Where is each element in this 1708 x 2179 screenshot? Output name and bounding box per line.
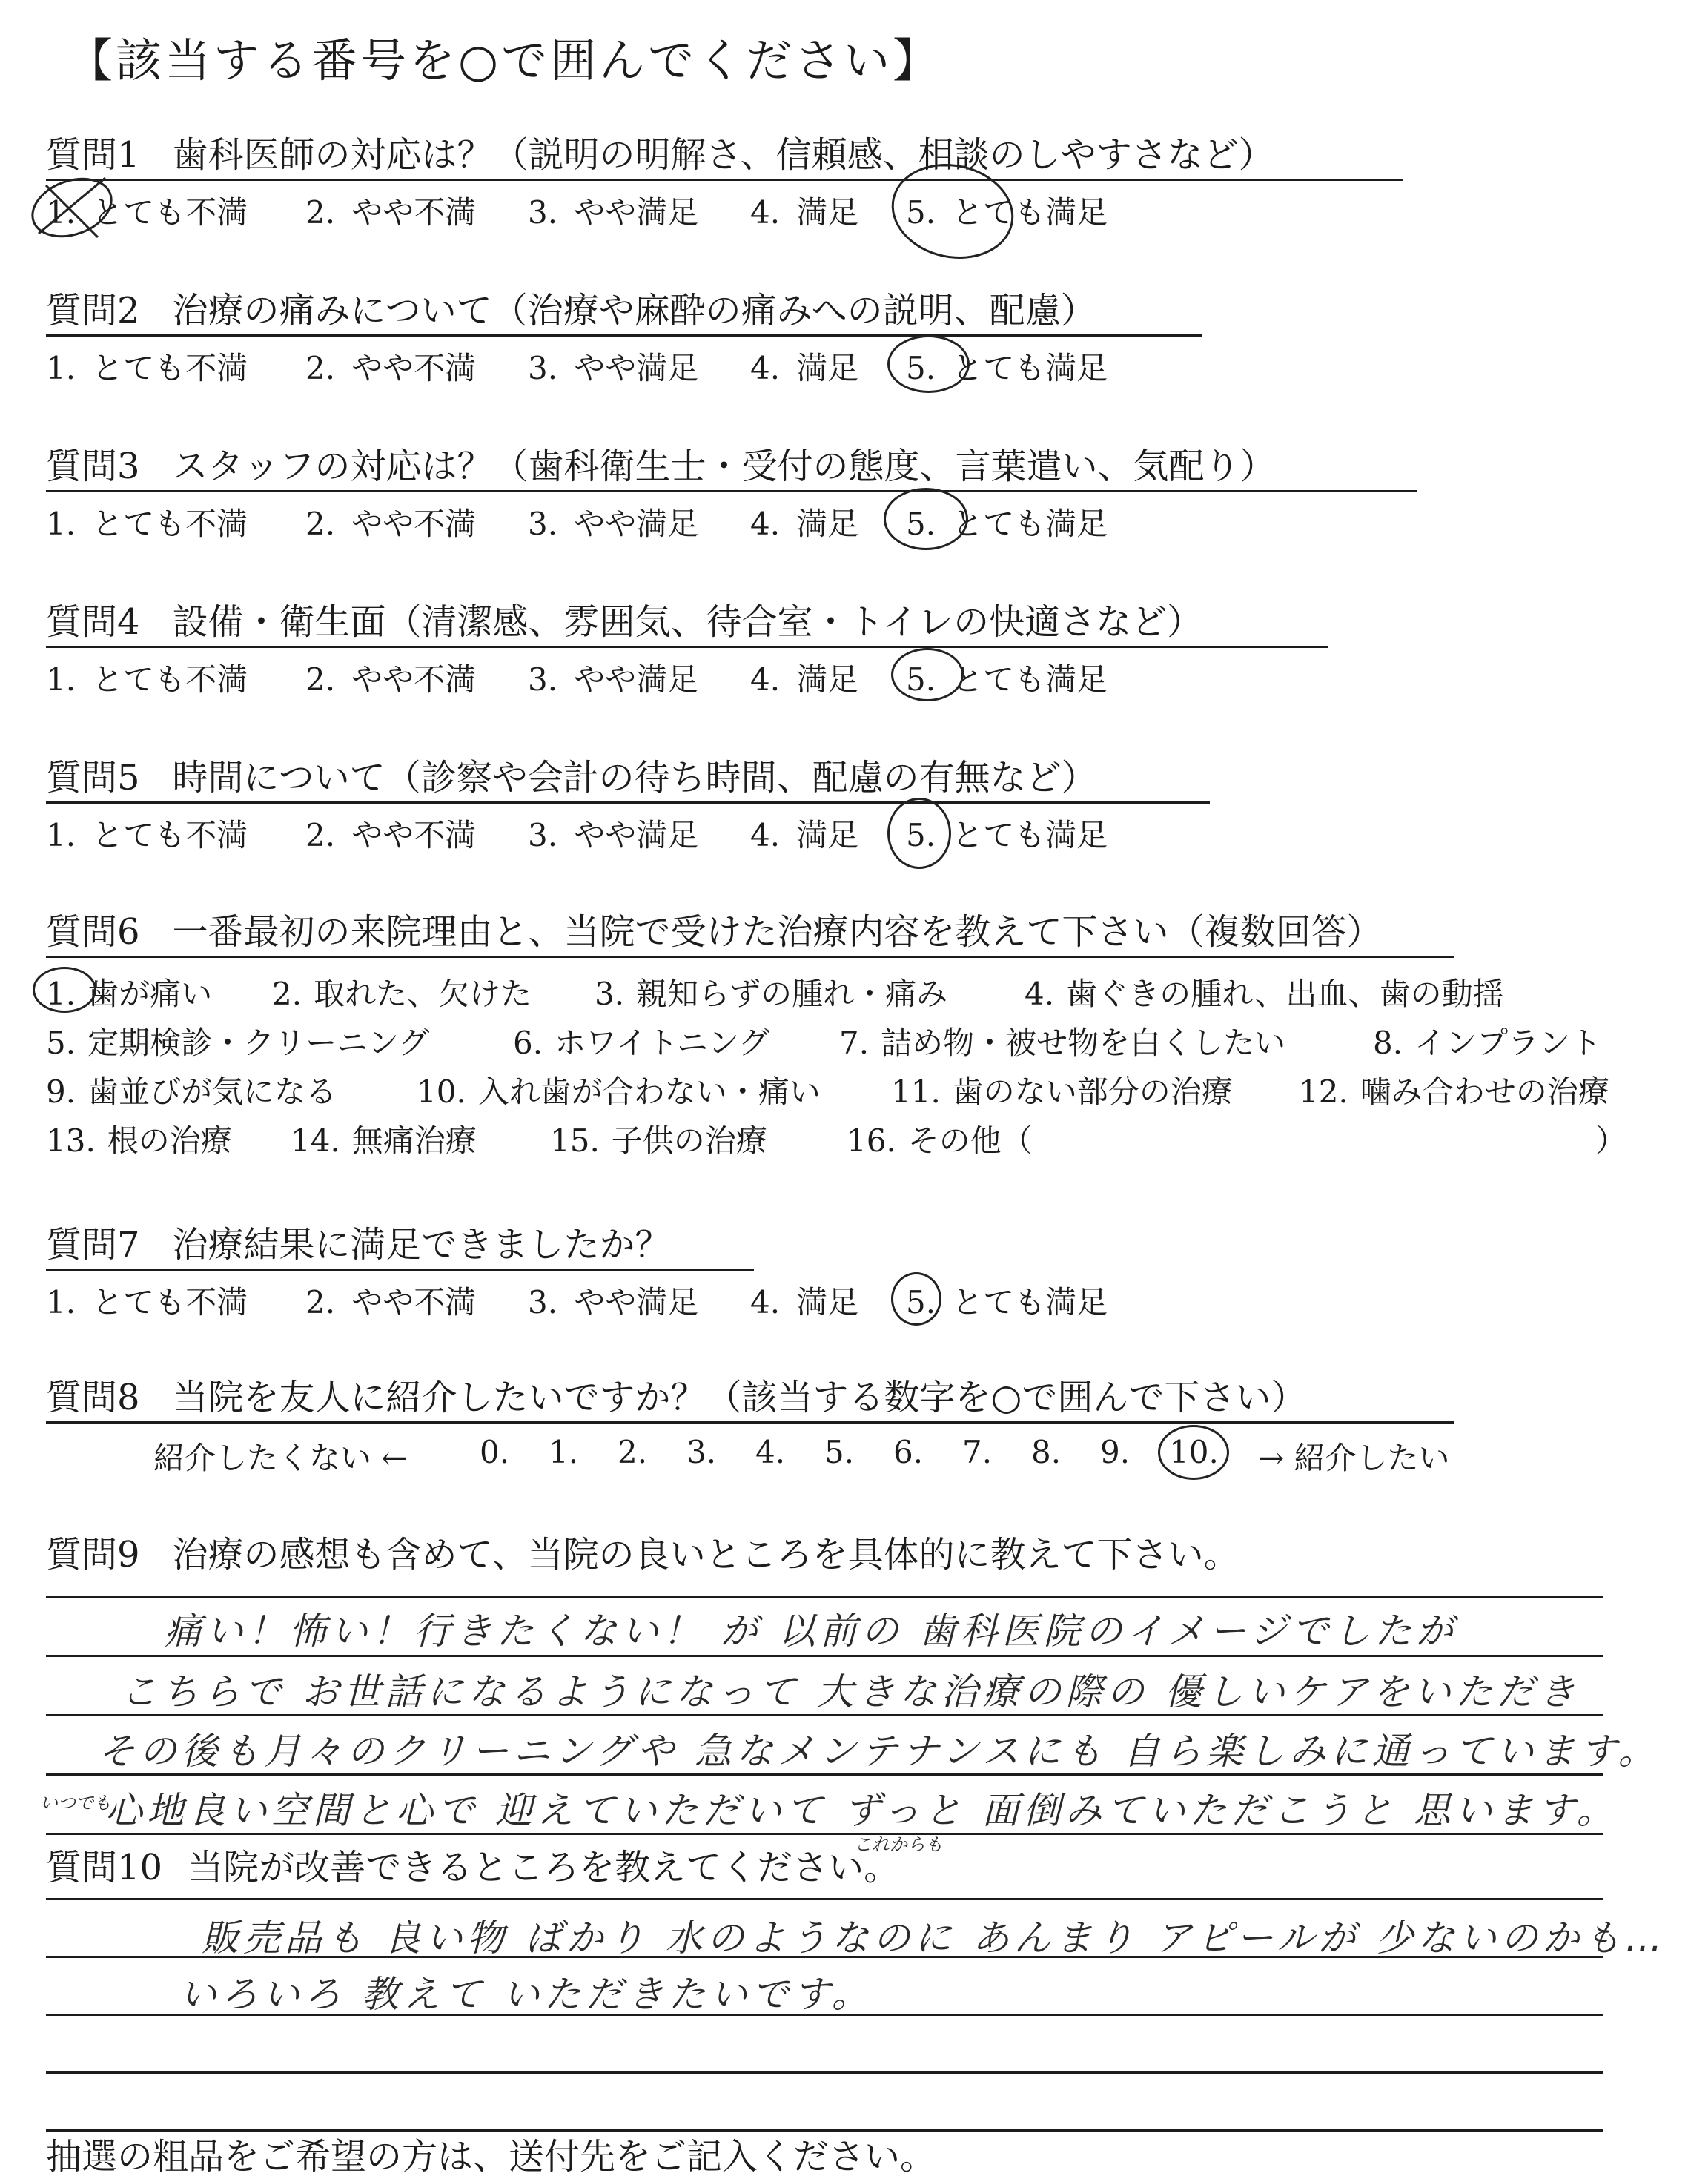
q6-item-3[interactable]: 3. 親知らずの腫れ・痛み <box>595 976 948 1012</box>
question-2-number: 質問2 <box>46 290 140 331</box>
q6-row-2 <box>46 1014 1662 1063</box>
q6-item-14[interactable]: 14. 無痛治療 <box>291 1122 477 1159</box>
question-9 <box>40 1526 1662 1855</box>
q9-answer-area[interactable] <box>40 1581 1662 1855</box>
q6-item-6[interactable]: 6. ホワイトニング <box>513 1025 770 1061</box>
q8-scale <box>46 1429 1662 1478</box>
question-4-underline <box>46 646 1328 648</box>
q6-item-7[interactable]: 7. 詰め物・被せ物を白くしたい <box>839 1025 1286 1061</box>
q3-option-4[interactable]: 4. 満足 <box>750 506 859 542</box>
question-7-number: 質問7 <box>46 1224 140 1266</box>
question-1-options <box>46 185 1662 230</box>
q2-option-3[interactable]: 3. やや満足 <box>528 350 699 386</box>
q1-option-1[interactable]: 1. とても不満 <box>46 194 248 231</box>
q6-item-13[interactable]: 13. 根の治療 <box>46 1122 232 1159</box>
q6-item-15[interactable]: 15. 子供の治療 <box>550 1122 767 1159</box>
q9-answer-line-3: その後も月々のクリーニングや 急なメンテナンスにも 自ら楽しみに通っています。 <box>98 1730 1660 1773</box>
question-9-header <box>46 1526 1662 1581</box>
question-2 <box>46 282 1662 386</box>
q6-item-11[interactable]: 11. 歯のない部分の治療 <box>891 1074 1233 1110</box>
q8-option-10[interactable]: 10. <box>1169 1434 1219 1470</box>
q1-option-2[interactable]: 2. やや不満 <box>305 194 477 231</box>
q2-option-4[interactable]: 4. 満足 <box>750 350 859 386</box>
question-3-text: スタッフの対応は？（歯科衛生士・受付の態度、言葉遣い、気配り） <box>172 446 1276 487</box>
q6-item-10[interactable]: 10. 入れ歯が合わない・痛い <box>417 1074 821 1110</box>
q9-insert-note: これからも <box>854 1834 943 1855</box>
question-6-header <box>46 903 1662 958</box>
question-5-text: 時間について（診察や会計の待ち時間、配慮の有無など） <box>172 757 1097 798</box>
q9-line-1 <box>46 1596 1603 1598</box>
question-6-text: 一番最初の来院理由と、当院で受けた治療内容を教えて下さい（複数回答） <box>172 911 1383 953</box>
q3-option-1[interactable]: 1. とても不満 <box>46 506 248 542</box>
question-6-number: 質問6 <box>46 911 140 953</box>
q8-option-6[interactable]: 6. <box>893 1434 924 1470</box>
question-6-underline <box>46 956 1454 958</box>
q6-item-9[interactable]: 9. 歯並びが気になる <box>46 1074 337 1110</box>
question-5-number: 質問5 <box>46 757 140 798</box>
question-7-options <box>46 1275 1662 1320</box>
question-8-number: 質問8 <box>46 1377 140 1418</box>
q4-option-5[interactable]: 5. とても満足 <box>906 661 1108 698</box>
question-8 <box>46 1369 1662 1478</box>
question-3 <box>46 437 1662 541</box>
question-7-text: 治療結果に満足できましたか？ <box>172 1224 671 1266</box>
footer-note: 抽選の粗品をご希望の方は、送付先をご記入ください。 <box>46 2136 936 2178</box>
page-title: 【該当する番号を○で囲んでください】 <box>67 33 942 87</box>
q6-item-1[interactable]: 1. 歯が痛い <box>46 976 213 1012</box>
question-3-options <box>46 497 1662 541</box>
q6-row-1 <box>46 965 1662 1014</box>
q8-option-5[interactable]: 5. <box>824 1434 855 1470</box>
q8-right-label: → 紹介したい <box>1258 1440 1450 1476</box>
question-2-options <box>46 341 1662 386</box>
q8-option-1[interactable]: 1. <box>549 1434 579 1470</box>
q6-item-8[interactable]: 8. インプラント <box>1373 1025 1602 1061</box>
question-6 <box>46 903 1662 1161</box>
question-10 <box>46 1839 1667 2146</box>
q10-line-4 <box>46 2071 1603 2074</box>
q6-other-close: ） <box>1595 1122 1627 1159</box>
question-1 <box>46 126 1662 230</box>
q10-answer-line-1: 販売品も 良い物 ばかり 水のようなのに あんまり アピールが 少ないのかも… <box>202 1917 1667 1960</box>
question-5-options <box>46 808 1662 853</box>
question-2-header <box>46 282 1662 337</box>
q3-option-3[interactable]: 3. やや満足 <box>528 506 699 542</box>
q5-option-1[interactable]: 1. とても不満 <box>46 817 248 853</box>
q7-option-3[interactable]: 3. やや満足 <box>528 1284 699 1320</box>
q5-option-3[interactable]: 3. やや満足 <box>528 817 699 853</box>
q9-line-2 <box>46 1655 1603 1657</box>
question-7 <box>46 1216 1662 1320</box>
question-3-header <box>46 437 1662 492</box>
question-3-number: 質問3 <box>46 446 140 487</box>
question-7-header <box>46 1216 1662 1271</box>
q10-answer-area[interactable] <box>46 1894 1667 2146</box>
question-4-options <box>46 652 1662 697</box>
q1-option-5[interactable]: 5. とても満足 <box>906 194 1108 231</box>
q2-option-5[interactable]: 5. とても満足 <box>906 350 1108 386</box>
q8-option-3[interactable]: 3. <box>686 1434 717 1470</box>
q2-option-1[interactable]: 1. とても不満 <box>46 350 248 386</box>
question-4-header <box>46 593 1662 648</box>
q4-option-3[interactable]: 3. やや満足 <box>528 661 699 698</box>
question-1-underline <box>46 179 1403 181</box>
q6-item-5[interactable]: 5. 定期検診・クリーニング <box>46 1025 430 1061</box>
question-1-text: 歯科医師の対応は？（説明の明解さ、信頼感、相談のしやすさなど） <box>172 134 1274 176</box>
q7-option-1[interactable]: 1. とても不満 <box>46 1284 248 1320</box>
q8-option-8[interactable]: 8. <box>1031 1434 1062 1470</box>
q8-option-2[interactable]: 2. <box>618 1434 648 1470</box>
question-10-header <box>46 1839 1662 1894</box>
q6-row-4 <box>46 1112 1662 1161</box>
q3-option-5[interactable]: 5. とても満足 <box>906 506 1108 542</box>
q6-item-4[interactable]: 4. 歯ぐきの腫れ、出血、歯の動揺 <box>1025 976 1504 1012</box>
question-10-number: 質問10 <box>46 1847 163 1888</box>
q6-item-16[interactable]: 16. その他（ <box>847 1122 1033 1159</box>
q6-item-2[interactable]: 2. 取れた、欠けた <box>272 976 532 1012</box>
q5-option-4[interactable]: 4. 満足 <box>750 817 859 853</box>
q4-option-4[interactable]: 4. 満足 <box>750 661 859 698</box>
question-9-number: 質問9 <box>46 1534 140 1575</box>
question-3-underline <box>46 490 1417 492</box>
question-7-underline <box>46 1269 754 1271</box>
q8-left-label: 紹介したくない ← <box>153 1440 408 1476</box>
question-8-underline <box>46 1421 1454 1424</box>
question-2-text: 治療の痛みについて（治療や麻酔の痛みへの説明、配慮） <box>172 290 1096 331</box>
q5-option-2[interactable]: 2. やや不満 <box>305 817 477 853</box>
q7-option-2[interactable]: 2. やや不満 <box>305 1284 477 1320</box>
question-5 <box>46 749 1662 853</box>
q10-line-1 <box>46 1898 1603 1900</box>
q8-option-0[interactable]: 0. <box>480 1434 510 1470</box>
q1-option-3[interactable]: 3. やや満足 <box>528 194 699 231</box>
question-5-header <box>46 749 1662 804</box>
q1-option-4[interactable]: 4. 満足 <box>750 194 859 231</box>
q9-answer-line-1: 痛い！怖い！行きたくない！ が 以前の 歯科医院のイメージでしたが <box>165 1610 1458 1653</box>
q8-option-7[interactable]: 7. <box>962 1434 993 1470</box>
question-9-text: 治療の感想も含めて、当院の良いところを具体的に教えて下さい。 <box>172 1534 1239 1575</box>
q5-option-5[interactable]: 5. とても満足 <box>906 817 1108 853</box>
question-10-text: 当院が改善できるところを教えてください。 <box>188 1847 900 1888</box>
question-8-text: 当院を友人に紹介したいですか？（該当する数字を○で囲んで下さい） <box>172 1377 1307 1418</box>
q2-option-2[interactable]: 2. やや不満 <box>305 350 477 386</box>
q10-answer-line-2: いろいろ 教えて いただきたいです。 <box>179 1973 873 2016</box>
question-1-number: 質問1 <box>46 134 140 176</box>
question-4 <box>46 593 1662 697</box>
q8-option-9[interactable]: 9. <box>1100 1434 1131 1470</box>
q4-option-2[interactable]: 2. やや不満 <box>305 661 477 698</box>
q6-row-3 <box>46 1063 1662 1112</box>
question-8-header <box>46 1369 1662 1424</box>
question-5-underline <box>46 801 1210 804</box>
q7-option-4[interactable]: 4. 満足 <box>750 1284 859 1320</box>
q9-answer-line-4: 心地良い空間と心で 迎えていただいて ずっと 面倒みていただこうと 思います。 <box>105 1789 1618 1832</box>
question-2-underline <box>46 334 1202 337</box>
q4-option-1[interactable]: 1. とても不満 <box>46 661 248 698</box>
q6-item-12[interactable]: 12. 噛み合わせの治療 <box>1299 1074 1609 1110</box>
question-1-header <box>46 126 1662 181</box>
question-4-number: 質問4 <box>46 601 140 643</box>
q7-option-5[interactable]: 5. とても満足 <box>906 1284 1108 1320</box>
q9-margin-note: いつでも <box>40 1793 111 1813</box>
q3-option-2[interactable]: 2. やや不満 <box>305 506 477 542</box>
q9-answer-line-2: こちらで お世話になるようになって 大きな治療の際の 優しいケアをいただき <box>120 1670 1580 1713</box>
question-4-text: 設備・衛生面（清潔感、雰囲気、待合室・トイレの快適さなど） <box>172 601 1203 643</box>
q8-option-4[interactable]: 4. <box>755 1434 786 1470</box>
